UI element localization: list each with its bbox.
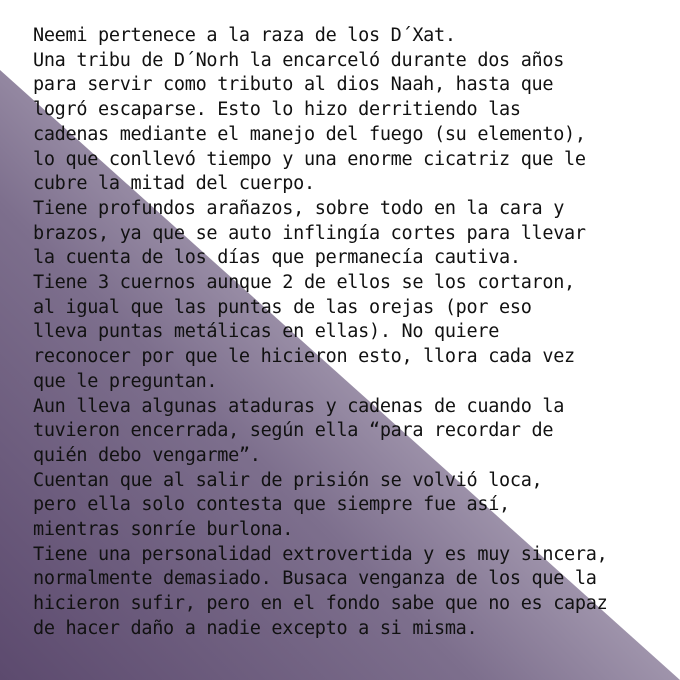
text-line: al igual que las puntas de las orejas (por eso — [33, 296, 532, 318]
text-line: tuvieron encerrada, según ella “para recordar de — [33, 420, 554, 442]
text-line: Tiene 3 cuernos aunque 2 de ellos se los cortaron, — [33, 272, 575, 294]
text-line: lo que conllevó tiempo y una enorme cicatriz que le — [33, 148, 586, 170]
text-line: Aun lleva algunas ataduras y cadenas de cuando la — [33, 395, 565, 417]
text-line: brazos, ya que se auto inflingía cortes para llevar — [33, 222, 586, 244]
text-line: Cuentan que al salir de prisión se volvió loca, — [33, 469, 543, 491]
text-line: de hacer daño a nadie excepto a si misma. — [33, 617, 478, 639]
text-line: pero ella solo contesta que siempre fue así, — [33, 494, 510, 516]
text-line: la cuenta de los días que permanecía cautiva. — [33, 247, 521, 269]
text-line: cadenas mediante el manejo del fuego (su elemento), — [33, 123, 586, 145]
text-line: Neemi pertenece a la raza de los D´Xat. — [33, 25, 456, 46]
text-line: hicieron sufir, pero en el fondo sabe que no es capaz — [33, 593, 608, 615]
text-line: Tiene una personalidad extrovertida y es muy sincera, — [33, 543, 608, 565]
text-line: Una tribu de D´Norh la encarceló durante dos años — [33, 49, 565, 71]
text-line: reconocer por que le hicieron esto, llora cada vez — [33, 346, 575, 368]
text-line: para servir como tributo al dios Naah, hasta que — [33, 74, 554, 96]
text-line: normalmente demasiado. Busaca venganza de los que la — [33, 568, 597, 590]
text-line: Tiene profundos arañazos, sobre todo en la cara y — [33, 197, 565, 219]
text-line: lleva puntas metálicas en ellas). No quiere — [33, 321, 500, 343]
text-line: cubre la mitad del cuerpo. — [33, 173, 315, 195]
text-line: logró escaparse. Esto lo hizo derritiendo las — [33, 99, 521, 121]
text-line: quién debo vengarme”. — [33, 444, 261, 466]
text-line: mientras sonríe burlona. — [33, 519, 294, 541]
text-line: que le preguntan. — [33, 370, 218, 392]
character-description — [33, 24, 673, 642]
